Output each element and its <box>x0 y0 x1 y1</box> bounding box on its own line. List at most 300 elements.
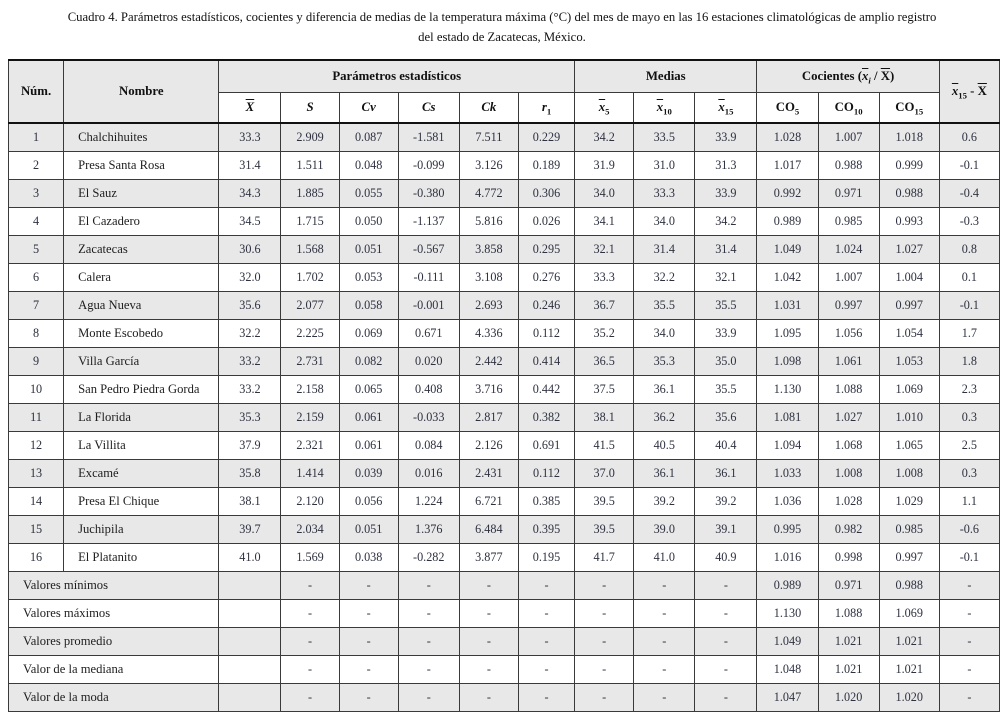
summary-value-cell: - <box>575 572 634 600</box>
value-cell: 1.018 <box>879 123 939 152</box>
value-cell: 2.159 <box>281 404 339 432</box>
value-cell: 35.5 <box>695 376 757 404</box>
value-cell: -1.137 <box>398 208 459 236</box>
value-cell: 1.016 <box>757 544 818 572</box>
value-cell: 38.1 <box>575 404 634 432</box>
summary-value-cell: 1.088 <box>818 600 879 628</box>
value-cell: 0.195 <box>518 544 574 572</box>
value-cell: -1.581 <box>398 123 459 152</box>
station-number: 14 <box>9 488 64 516</box>
station-row <box>9 123 1000 152</box>
value-cell: 2.3 <box>939 376 999 404</box>
value-cell: 35.3 <box>219 404 281 432</box>
value-cell: 1.036 <box>757 488 818 516</box>
value-cell: 31.0 <box>634 152 695 180</box>
value-cell: 4.336 <box>459 320 518 348</box>
value-cell: 35.0 <box>695 348 757 376</box>
col-header-ck: Ck <box>459 93 518 124</box>
summary-value-cell <box>219 656 281 684</box>
col-header-co15: $CO_{15}$ <box>879 93 939 124</box>
value-cell: 1.511 <box>281 152 339 180</box>
value-cell: -0.1 <box>939 292 999 320</box>
summary-value-cell <box>219 600 281 628</box>
value-cell: 35.6 <box>695 404 757 432</box>
station-number: 12 <box>9 432 64 460</box>
summary-value-cell: 1.021 <box>818 656 879 684</box>
value-cell: 0.997 <box>818 292 879 320</box>
summary-value-cell: - <box>575 628 634 656</box>
value-cell: 1.017 <box>757 152 818 180</box>
value-cell: 1.130 <box>757 376 818 404</box>
value-cell: 0.276 <box>518 264 574 292</box>
col-header-num: Núm. <box>9 60 64 123</box>
value-cell: 0.998 <box>818 544 879 572</box>
value-cell: 31.4 <box>634 236 695 264</box>
value-cell: 34.3 <box>219 180 281 208</box>
value-cell: 2.693 <box>459 292 518 320</box>
station-name: Monte Escobedo <box>64 320 219 348</box>
value-cell: 37.0 <box>575 460 634 488</box>
summary-value-cell: - <box>695 628 757 656</box>
value-cell: 0.988 <box>879 180 939 208</box>
value-cell: 41.0 <box>634 544 695 572</box>
value-cell: 31.3 <box>695 152 757 180</box>
station-name: San Pedro Piedra Gorda <box>64 376 219 404</box>
value-cell: -0.1 <box>939 544 999 572</box>
summary-value-cell: - <box>518 572 574 600</box>
value-cell: 0.414 <box>518 348 574 376</box>
summary-value-cell: 1.047 <box>757 684 818 712</box>
value-cell: 0.989 <box>757 208 818 236</box>
value-cell: 1.569 <box>281 544 339 572</box>
summary-value-cell: - <box>939 628 999 656</box>
summary-value-cell: 1.049 <box>757 628 818 656</box>
summary-value-cell: - <box>459 600 518 628</box>
value-cell: 1.056 <box>818 320 879 348</box>
station-name: Villa García <box>64 348 219 376</box>
value-cell: -0.1 <box>939 152 999 180</box>
value-cell: 40.5 <box>634 432 695 460</box>
value-cell: 0.051 <box>339 516 398 544</box>
summary-value-cell: - <box>281 572 339 600</box>
value-cell: 34.1 <box>575 208 634 236</box>
value-cell: 0.382 <box>518 404 574 432</box>
summary-value-cell: 1.020 <box>818 684 879 712</box>
value-cell: 1.088 <box>818 376 879 404</box>
group-header-cocientes: Cocientes $(\overline{x}_i / \overline{X})$ <box>757 60 939 93</box>
summary-value-cell: 1.021 <box>879 656 939 684</box>
value-cell: 0.038 <box>339 544 398 572</box>
value-cell: 6.721 <box>459 488 518 516</box>
station-name: Presa Santa Rosa <box>64 152 219 180</box>
value-cell: 5.816 <box>459 208 518 236</box>
station-row <box>9 180 1000 208</box>
col-header-cs: Cs <box>398 93 459 124</box>
value-cell: 35.8 <box>219 460 281 488</box>
value-cell: 33.3 <box>219 123 281 152</box>
group-header-parametros: Parámetros estadísticos <box>219 60 575 93</box>
value-cell: -0.4 <box>939 180 999 208</box>
col-header-x5: $\overline{x}_5$ <box>575 93 634 124</box>
stats-table <box>8 59 1000 712</box>
value-cell: 36.1 <box>695 460 757 488</box>
value-cell: 3.716 <box>459 376 518 404</box>
station-number: 13 <box>9 460 64 488</box>
value-cell: 1.010 <box>879 404 939 432</box>
value-cell: 34.0 <box>634 208 695 236</box>
station-number: 2 <box>9 152 64 180</box>
station-number: 1 <box>9 123 64 152</box>
value-cell: -0.001 <box>398 292 459 320</box>
station-name: La Florida <box>64 404 219 432</box>
value-cell: 0.395 <box>518 516 574 544</box>
value-cell: 1.027 <box>879 236 939 264</box>
value-cell: 39.5 <box>575 488 634 516</box>
value-cell: 33.3 <box>575 264 634 292</box>
summary-value-cell: - <box>939 572 999 600</box>
value-cell: 0.112 <box>518 320 574 348</box>
station-row <box>9 376 1000 404</box>
value-cell: 0.061 <box>339 404 398 432</box>
value-cell: 0.189 <box>518 152 574 180</box>
summary-row <box>9 600 1000 628</box>
station-row <box>9 152 1000 180</box>
value-cell: 0.039 <box>339 460 398 488</box>
value-cell: -0.099 <box>398 152 459 180</box>
value-cell: 0.988 <box>818 152 879 180</box>
summary-value-cell: 1.069 <box>879 600 939 628</box>
station-name: El Sauz <box>64 180 219 208</box>
value-cell: 32.0 <box>219 264 281 292</box>
value-cell: 32.2 <box>219 320 281 348</box>
station-row <box>9 404 1000 432</box>
value-cell: 1.081 <box>757 404 818 432</box>
value-cell: 1.029 <box>879 488 939 516</box>
value-cell: 0.985 <box>818 208 879 236</box>
value-cell: 32.1 <box>695 264 757 292</box>
station-row <box>9 544 1000 572</box>
value-cell: 0.691 <box>518 432 574 460</box>
value-cell: 0.3 <box>939 404 999 432</box>
value-cell: 1.702 <box>281 264 339 292</box>
value-cell: 39.5 <box>575 516 634 544</box>
station-row <box>9 460 1000 488</box>
value-cell: 4.772 <box>459 180 518 208</box>
value-cell: 0.6 <box>939 123 999 152</box>
summary-value-cell: - <box>634 656 695 684</box>
value-cell: 41.7 <box>575 544 634 572</box>
station-name: La Villita <box>64 432 219 460</box>
value-cell: 31.9 <box>575 152 634 180</box>
value-cell: 3.126 <box>459 152 518 180</box>
summary-value-cell: - <box>281 684 339 712</box>
station-number: 3 <box>9 180 64 208</box>
value-cell: 1.094 <box>757 432 818 460</box>
value-cell: 0.053 <box>339 264 398 292</box>
value-cell: 32.1 <box>575 236 634 264</box>
summary-value-cell: - <box>459 684 518 712</box>
value-cell: 0.1 <box>939 264 999 292</box>
value-cell: 1.004 <box>879 264 939 292</box>
value-cell: 1.007 <box>818 264 879 292</box>
summary-value-cell: 1.130 <box>757 600 818 628</box>
value-cell: 36.1 <box>634 376 695 404</box>
value-cell: 7.511 <box>459 123 518 152</box>
caption-line-2: del estado de Zacatecas, México. <box>418 30 586 44</box>
value-cell: 3.858 <box>459 236 518 264</box>
summary-value-cell: - <box>398 600 459 628</box>
value-cell: 0.408 <box>398 376 459 404</box>
value-cell: 0.065 <box>339 376 398 404</box>
value-cell: 6.484 <box>459 516 518 544</box>
station-number: 16 <box>9 544 64 572</box>
value-cell: -0.111 <box>398 264 459 292</box>
value-cell: 0.385 <box>518 488 574 516</box>
value-cell: 0.056 <box>339 488 398 516</box>
value-cell: 1.098 <box>757 348 818 376</box>
summary-label: Valor de la moda <box>9 684 219 712</box>
value-cell: 0.3 <box>939 460 999 488</box>
value-cell: 0.061 <box>339 432 398 460</box>
value-cell: -0.6 <box>939 516 999 544</box>
summary-value-cell: - <box>575 684 634 712</box>
station-row <box>9 320 1000 348</box>
group-header-medias: Medias <box>575 60 757 93</box>
value-cell: 39.2 <box>695 488 757 516</box>
value-cell: 33.2 <box>219 376 281 404</box>
col-header-cv: Cv <box>339 93 398 124</box>
station-number: 11 <box>9 404 64 432</box>
value-cell: 32.2 <box>634 264 695 292</box>
value-cell: 35.5 <box>634 292 695 320</box>
summary-value-cell: - <box>518 656 574 684</box>
value-cell: 0.997 <box>879 292 939 320</box>
value-cell: 0.026 <box>518 208 574 236</box>
station-number: 5 <box>9 236 64 264</box>
summary-value-cell: - <box>339 684 398 712</box>
value-cell: 31.4 <box>219 152 281 180</box>
summary-value-cell: - <box>398 684 459 712</box>
value-cell: 0.306 <box>518 180 574 208</box>
summary-value-cell: - <box>695 656 757 684</box>
summary-value-cell: - <box>518 628 574 656</box>
value-cell: 30.6 <box>219 236 281 264</box>
value-cell: 35.5 <box>695 292 757 320</box>
summary-value-cell: - <box>634 572 695 600</box>
station-row <box>9 516 1000 544</box>
value-cell: 1.031 <box>757 292 818 320</box>
summary-label: Valores mínimos <box>9 572 219 600</box>
station-row <box>9 208 1000 236</box>
value-cell: 2.431 <box>459 460 518 488</box>
value-cell: 33.2 <box>219 348 281 376</box>
summary-value-cell: - <box>939 656 999 684</box>
summary-value-cell: - <box>695 684 757 712</box>
table-body <box>9 123 1000 712</box>
summary-value-cell: 1.021 <box>818 628 879 656</box>
summary-value-cell: - <box>281 656 339 684</box>
summary-value-cell: - <box>398 656 459 684</box>
col-header-diff: $\overline{x}_{15} - \overline{X}$ <box>939 60 999 123</box>
summary-value-cell: - <box>939 600 999 628</box>
station-name: Calera <box>64 264 219 292</box>
summary-value-cell: - <box>339 656 398 684</box>
value-cell: 2.321 <box>281 432 339 460</box>
value-cell: 1.376 <box>398 516 459 544</box>
value-cell: 2.5 <box>939 432 999 460</box>
value-cell: 2.126 <box>459 432 518 460</box>
summary-value-cell: - <box>518 684 574 712</box>
value-cell: 0.246 <box>518 292 574 320</box>
value-cell: 0.055 <box>339 180 398 208</box>
value-cell: 1.1 <box>939 488 999 516</box>
value-cell: 1.049 <box>757 236 818 264</box>
value-cell: -0.033 <box>398 404 459 432</box>
col-header-co5: $CO_5$ <box>757 93 818 124</box>
value-cell: 0.069 <box>339 320 398 348</box>
station-number: 15 <box>9 516 64 544</box>
station-name: Presa El Chique <box>64 488 219 516</box>
station-name: El Cazadero <box>64 208 219 236</box>
value-cell: 0.051 <box>339 236 398 264</box>
value-cell: 2.442 <box>459 348 518 376</box>
summary-label: Valores promedio <box>9 628 219 656</box>
value-cell: 1.061 <box>818 348 879 376</box>
summary-value-cell: 1.020 <box>879 684 939 712</box>
value-cell: 34.0 <box>634 320 695 348</box>
value-cell: 0.112 <box>518 460 574 488</box>
summary-value-cell: - <box>695 600 757 628</box>
summary-value-cell: 1.021 <box>879 628 939 656</box>
value-cell: 0.442 <box>518 376 574 404</box>
value-cell: 1.095 <box>757 320 818 348</box>
summary-value-cell: - <box>518 600 574 628</box>
value-cell: 1.715 <box>281 208 339 236</box>
value-cell: 1.7 <box>939 320 999 348</box>
value-cell: -0.3 <box>939 208 999 236</box>
station-row <box>9 236 1000 264</box>
value-cell: 1.8 <box>939 348 999 376</box>
station-name: Excamé <box>64 460 219 488</box>
value-cell: 1.008 <box>818 460 879 488</box>
value-cell: 33.9 <box>695 320 757 348</box>
summary-value-cell: - <box>634 628 695 656</box>
value-cell: 0.971 <box>818 180 879 208</box>
station-number: 4 <box>9 208 64 236</box>
station-row <box>9 264 1000 292</box>
value-cell: 40.9 <box>695 544 757 572</box>
value-cell: 0.082 <box>339 348 398 376</box>
value-cell: 1.042 <box>757 264 818 292</box>
station-name: Chalchihuites <box>64 123 219 152</box>
station-row <box>9 432 1000 460</box>
value-cell: 35.6 <box>219 292 281 320</box>
summary-value-cell: - <box>575 600 634 628</box>
value-cell: -0.380 <box>398 180 459 208</box>
value-cell: 0.048 <box>339 152 398 180</box>
value-cell: 1.053 <box>879 348 939 376</box>
value-cell: 2.077 <box>281 292 339 320</box>
value-cell: 0.8 <box>939 236 999 264</box>
value-cell: 41.5 <box>575 432 634 460</box>
value-cell: 33.9 <box>695 180 757 208</box>
col-header-nombre: Nombre <box>64 60 219 123</box>
value-cell: 39.2 <box>634 488 695 516</box>
station-number: 7 <box>9 292 64 320</box>
value-cell: 2.817 <box>459 404 518 432</box>
station-row <box>9 292 1000 320</box>
summary-value-cell: - <box>339 600 398 628</box>
value-cell: 2.731 <box>281 348 339 376</box>
station-row <box>9 348 1000 376</box>
value-cell: 0.997 <box>879 544 939 572</box>
value-cell: 0.058 <box>339 292 398 320</box>
value-cell: 1.008 <box>879 460 939 488</box>
value-cell: 1.224 <box>398 488 459 516</box>
summary-value-cell: - <box>281 628 339 656</box>
value-cell: 2.034 <box>281 516 339 544</box>
summary-value-cell: 0.988 <box>879 572 939 600</box>
value-cell: -0.282 <box>398 544 459 572</box>
summary-label: Valor de la mediana <box>9 656 219 684</box>
value-cell: 1.069 <box>879 376 939 404</box>
value-cell: 34.5 <box>219 208 281 236</box>
value-cell: 2.225 <box>281 320 339 348</box>
value-cell: 2.909 <box>281 123 339 152</box>
value-cell: 1.027 <box>818 404 879 432</box>
value-cell: 0.999 <box>879 152 939 180</box>
value-cell: 0.993 <box>879 208 939 236</box>
value-cell: 0.982 <box>818 516 879 544</box>
value-cell: 1.007 <box>818 123 879 152</box>
summary-value-cell: - <box>398 572 459 600</box>
value-cell: 36.7 <box>575 292 634 320</box>
summary-value-cell: 0.971 <box>818 572 879 600</box>
value-cell: 39.0 <box>634 516 695 544</box>
value-cell: 2.120 <box>281 488 339 516</box>
col-header-x15: $\overline{x}_{15}$ <box>695 93 757 124</box>
value-cell: 0.995 <box>757 516 818 544</box>
summary-row <box>9 684 1000 712</box>
value-cell: 39.7 <box>219 516 281 544</box>
value-cell: 1.028 <box>757 123 818 152</box>
value-cell: 0.016 <box>398 460 459 488</box>
value-cell: 2.158 <box>281 376 339 404</box>
summary-value-cell: - <box>459 656 518 684</box>
value-cell: 41.0 <box>219 544 281 572</box>
value-cell: 0.050 <box>339 208 398 236</box>
value-cell: 1.068 <box>818 432 879 460</box>
value-cell: 38.1 <box>219 488 281 516</box>
summary-value-cell: - <box>339 628 398 656</box>
summary-row <box>9 628 1000 656</box>
group-header-row <box>9 60 1000 93</box>
station-number: 9 <box>9 348 64 376</box>
summary-value-cell: - <box>634 600 695 628</box>
value-cell: 33.9 <box>695 123 757 152</box>
value-cell: 33.5 <box>634 123 695 152</box>
value-cell: 1.024 <box>818 236 879 264</box>
col-header-r1: $r_1$ <box>518 93 574 124</box>
value-cell: 0.671 <box>398 320 459 348</box>
value-cell: 0.985 <box>879 516 939 544</box>
value-cell: 3.108 <box>459 264 518 292</box>
summary-value-cell: - <box>575 656 634 684</box>
summary-value-cell: - <box>695 572 757 600</box>
summary-row <box>9 656 1000 684</box>
col-header-xbar: $\overline{X}$ <box>219 93 281 124</box>
value-cell: 40.4 <box>695 432 757 460</box>
